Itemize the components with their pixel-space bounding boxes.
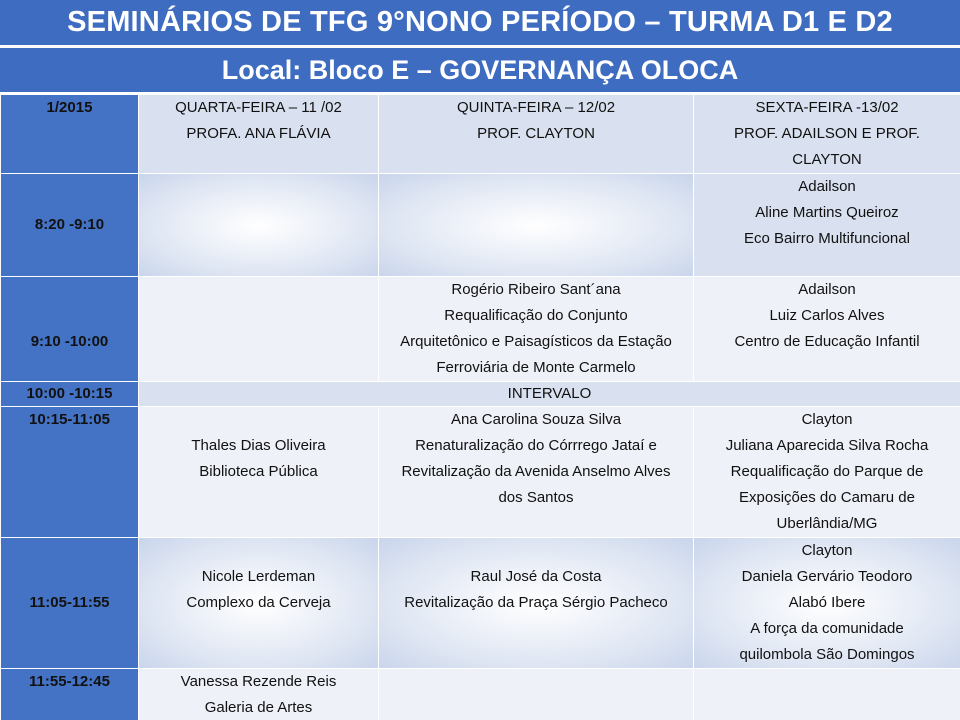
table-row (1, 407, 960, 538)
project-title: quilombola São Domingos (739, 646, 915, 663)
break-label: INTERVALO (139, 382, 960, 407)
time-slot: 9:10 -10:00 (1, 277, 139, 382)
project-title: Biblioteca Pública (199, 463, 318, 480)
student: Aline Martins Queiroz (755, 204, 899, 221)
table-row (1, 174, 960, 277)
header-wednesday (139, 95, 379, 174)
student: Daniela Gervário Teodoro (741, 568, 913, 585)
student: Thales Dias Oliveira (191, 437, 326, 454)
time-slot: 11:55-12:45 (1, 669, 139, 720)
advisor: Adailson (798, 178, 856, 195)
project-title: Renaturalização do Córrrego Jataí e (415, 437, 657, 454)
student: Vanessa Rezende Reis (180, 673, 337, 690)
project-title: Revitalização da Praça Sérgio Pacheco (404, 594, 668, 611)
seminar-entry (139, 669, 379, 720)
page-title: SEMINÁRIOS DE TFG 9°NONO PERÍODO – TURMA D1 E D2 (0, 0, 960, 48)
seminar-entry (139, 538, 379, 669)
empty-slot (379, 174, 694, 277)
break-row (1, 382, 960, 407)
professor-label: PROF. ADAILSON E PROF. (734, 125, 920, 142)
header-friday (694, 95, 960, 174)
project-title: Complexo da Cerveja (186, 594, 331, 611)
time-slot: 11:05-11:55 (1, 538, 139, 669)
advisor: Clayton (801, 411, 853, 428)
header-thursday (379, 95, 694, 174)
professor-label: PROFA. ANA FLÁVIA (186, 125, 331, 142)
project-title: Centro de Educação Infantil (734, 333, 920, 350)
seminar-entry (139, 407, 379, 538)
empty-slot (694, 669, 960, 720)
seminar-entry (694, 407, 960, 538)
empty-slot (139, 277, 379, 382)
seminar-entry (694, 538, 960, 669)
student: Raul José da Costa (470, 568, 602, 585)
professor-label: CLAYTON (792, 151, 862, 168)
semester-label: 1/2015 (1, 95, 139, 174)
seminar-entry (379, 407, 694, 538)
project-title: Requalificação do Conjunto (444, 307, 628, 324)
project-title: Exposições do Camaru de (739, 489, 915, 506)
seminar-entry (379, 538, 694, 669)
project-title: Uberlândia/MG (776, 515, 878, 532)
day-label: QUINTA-FEIRA – 12/02 (456, 99, 616, 116)
day-label: SEXTA-FEIRA -13/02 (755, 99, 899, 116)
table-row (1, 669, 960, 720)
student: Alabó Ibere (788, 594, 866, 611)
table-row (1, 538, 960, 669)
project-title: Galeria de Artes (204, 699, 313, 716)
project-title: Eco Bairro Multifuncional (744, 230, 910, 247)
time-slot: 10:15-11:05 (1, 407, 139, 538)
project-title: dos Santos (498, 489, 574, 506)
advisor: Adailson (798, 281, 856, 298)
project-title: Requalificação do Parque de (730, 463, 924, 480)
student: Juliana Aparecida Silva Rocha (725, 437, 929, 454)
seminar-entry (694, 174, 960, 277)
empty-slot (379, 669, 694, 720)
student: Ana Carolina Souza Silva (450, 411, 622, 428)
table-row (1, 277, 960, 382)
student: Luiz Carlos Alves (769, 307, 885, 324)
location-subtitle: Local: Bloco E – GOVERNANÇA OLOCA (0, 48, 960, 94)
project-title: Arquitetônico e Paisagísticos da Estação (400, 333, 672, 350)
seminar-entry (379, 277, 694, 382)
empty-slot (139, 174, 379, 277)
schedule-table (0, 94, 960, 720)
time-slot: 8:20 -9:10 (1, 174, 139, 277)
project-title: A força da comunidade (750, 620, 904, 637)
time-slot: 10:00 -10:15 (1, 382, 139, 407)
project-title: Ferroviária de Monte Carmelo (436, 359, 636, 376)
project-title: Revitalização da Avenida Anselmo Alves (401, 463, 671, 480)
professor-label: PROF. CLAYTON (477, 125, 595, 142)
advisor: Clayton (801, 542, 853, 559)
table-header-row (1, 95, 960, 174)
student: Nicole Lerdeman (201, 568, 316, 585)
student: Rogério Ribeiro Sant´ana (451, 281, 621, 298)
seminar-entry (694, 277, 960, 382)
day-label: QUARTA-FEIRA – 11 /02 (175, 99, 342, 116)
